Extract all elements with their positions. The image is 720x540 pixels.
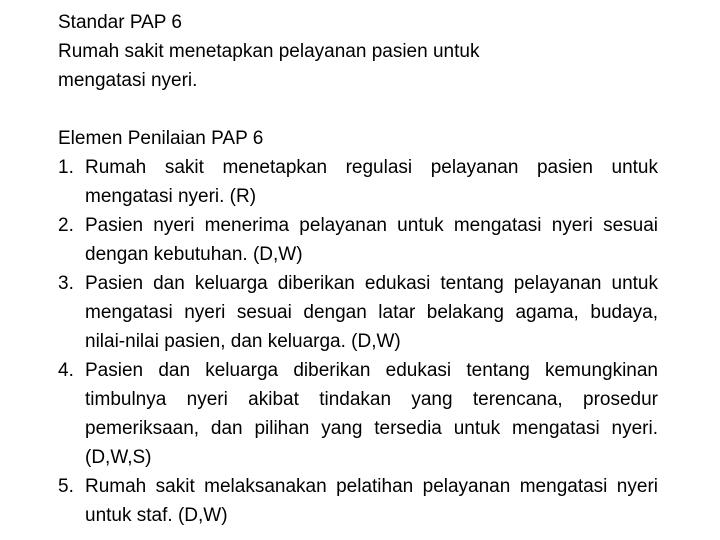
criteria-item bbox=[58, 356, 658, 472]
criteria-text: Pasien nyeri menerima pelayanan untuk mengatasi nyeri sesuai dengan kebutuhan. (D,W) bbox=[85, 215, 658, 265]
criteria-number: 5. bbox=[58, 476, 74, 497]
criteria-text: Pasien dan keluarga diberikan edukasi tentang pelayanan untuk mengatasi nyeri sesuai dengan latar belakang agama, budaya, nilai-nilai pasien, dan keluarga. (D,W) bbox=[85, 273, 658, 352]
assessment-criteria-list bbox=[58, 153, 658, 530]
standard-description-continued: mengatasi nyeri. bbox=[58, 70, 198, 91]
criteria-text: Pasien dan keluarga diberikan edukasi tentang kemungkinan timbulnya nyeri akibat tindakan yang terencana, prosedur pemeriksaan, dan pilihan yang tersedia untuk mengatasi nyeri. (D,W,S) bbox=[85, 360, 658, 468]
criteria-number: 1. bbox=[58, 157, 74, 178]
criteria-text: Rumah sakit menetapkan regulasi pelayanan pasien untuk mengatasi nyeri. (R) bbox=[85, 157, 658, 207]
standard-description: Rumah sakit menetapkan pelayanan pasien untuk bbox=[58, 41, 480, 62]
assessment-heading: Elemen Penilaian PAP 6 bbox=[58, 128, 264, 149]
criteria-text: Rumah sakit melaksanakan pelatihan pelayanan mengatasi nyeri untuk staf. (D,W) bbox=[85, 476, 658, 526]
standard-title: Standar PAP 6 bbox=[58, 12, 182, 33]
criteria-item bbox=[58, 211, 658, 269]
criteria-item bbox=[58, 269, 658, 356]
criteria-item bbox=[58, 153, 658, 211]
criteria-number: 4. bbox=[58, 360, 74, 381]
criteria-number: 3. bbox=[58, 273, 74, 294]
spacer bbox=[58, 95, 658, 124]
criteria-number: 2. bbox=[58, 215, 74, 236]
slide-content bbox=[58, 8, 658, 530]
criteria-item bbox=[58, 472, 658, 530]
